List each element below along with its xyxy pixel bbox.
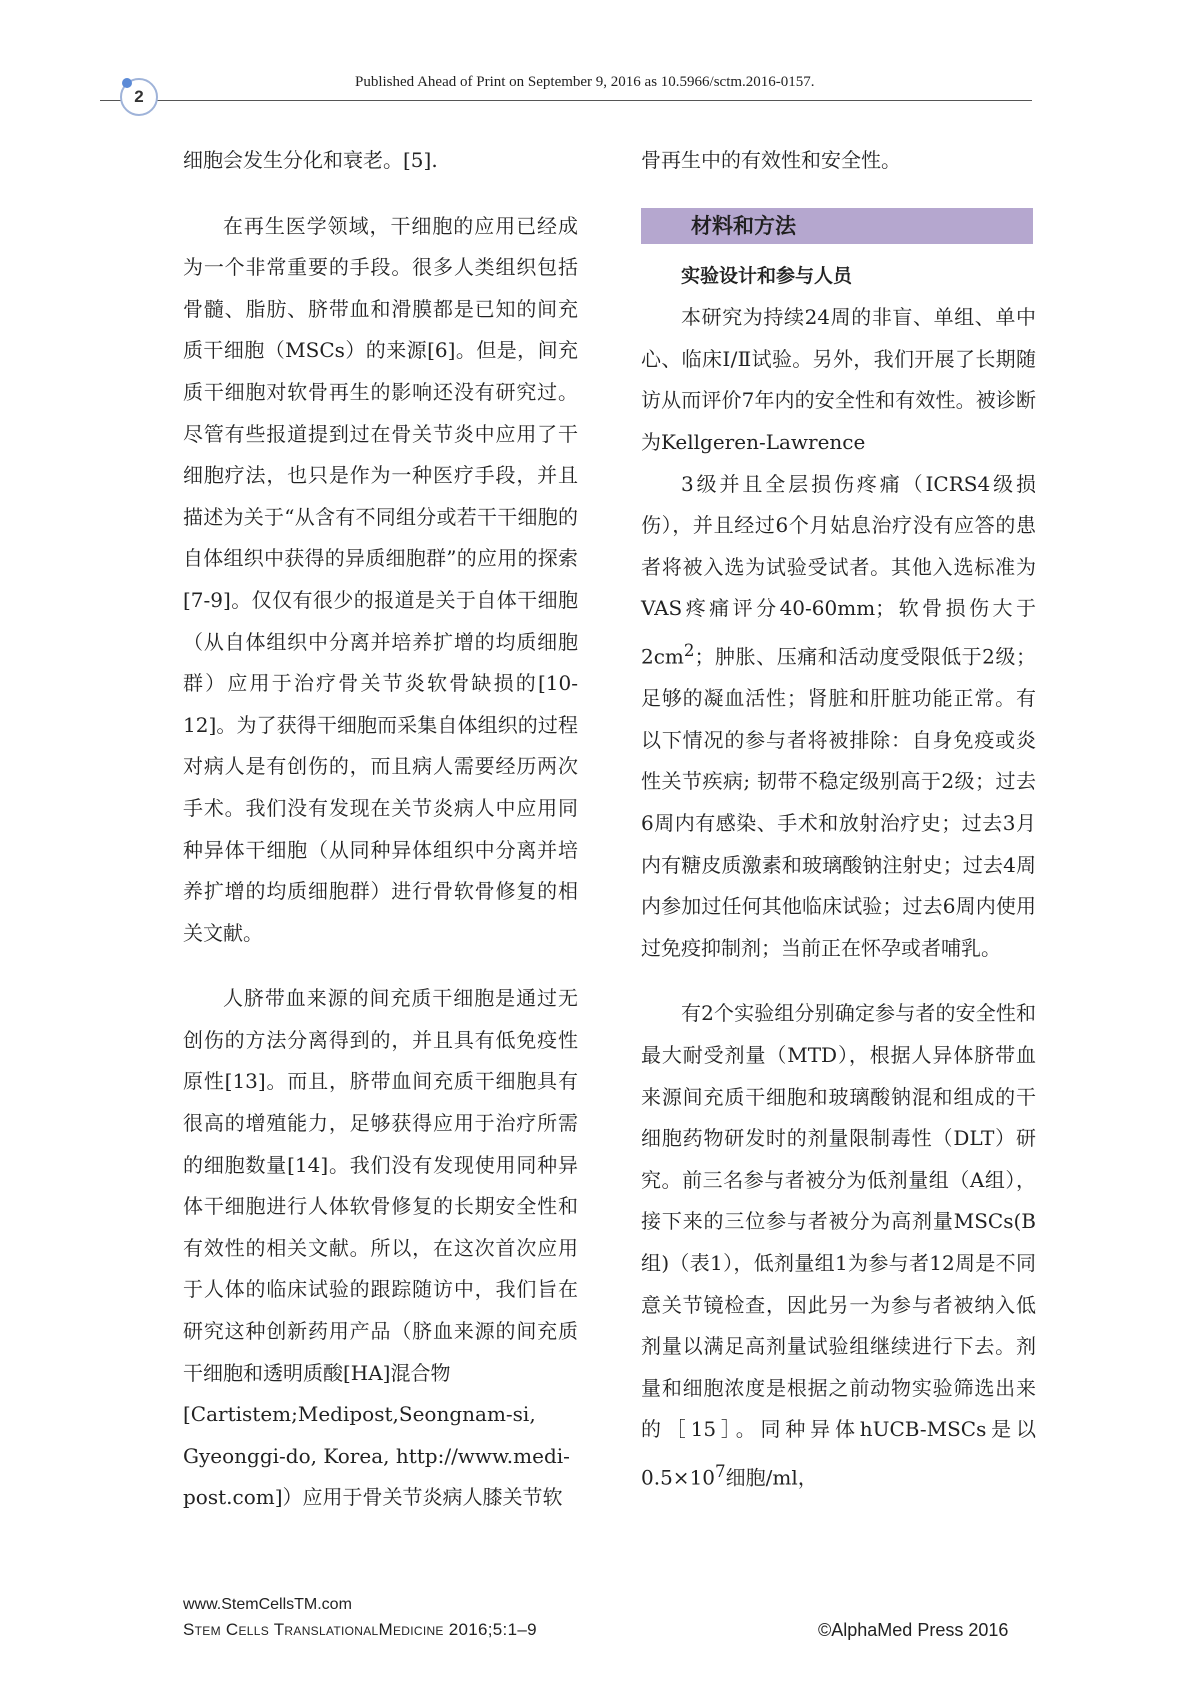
paragraph: 骨再生中的有效性和安全性。	[641, 148, 901, 172]
paragraph-reference-line: post.com]）应用于骨关节炎病人膝关节软	[183, 1485, 563, 1510]
paragraph	[641, 993, 1036, 1499]
superscript: 2	[683, 640, 695, 660]
paragraph-text: ；肿胀、压痛和活动度受限低于2级；足够的凝血活性；肾脏和肝脏功能正常。有以下情况的参与者将被排除：自身免疫或炎性关节疾病; 韧带不稳定级别高于2级；过去6周内有感染、手术和放射治疗史；过去3月内有糖皮质激素和玻璃酸钠注射史；过去4周内参加过任何其他临床试验；过去6周内使用过免疫抑制剂；当前正在怀孕或者哺乳。	[641, 644, 1036, 960]
section-heading: 材料和方法	[641, 208, 1033, 244]
paragraph: 在再生医学领域，干细胞的应用已经成为一个非常重要的手段。很多人类组织包括骨髓、脂肪、脐带血和滑膜都是已知的间充质干细胞（MSCs）的来源[6]。但是，间充质干细胞对软骨再生的影响还没有研究过。尽管有些报道提到过在骨关节炎中应用了干细胞疗法，也只是作为一种医疗手段，并且描述为关于“从含有不同组分或若干干细胞的自体组织中获得的异质细胞群”的应用的探索[7-9]。仅仅有很少的报道是关于自体干细胞（从自体组织中分离并培养扩增的均质细胞群）应用于治疗骨关节炎软骨缺损的[10-12]。为了获得干细胞而采集自体组织的过程对病人是有创伤的，而且病人需要经历两次手术。我们没有发现在关节炎病人中应用同种异体干细胞（从同种异体组织中分离并培养扩增的均质细胞群）进行骨软骨修复的相关文献。	[183, 213, 578, 945]
paragraph-text: 3级并且全层损伤疼痛（ICRS4级损伤），并且经过6个月姑息治疗没有应答的患者将被入选为试验受试者。其他入选标准为VAS疼痛评分40-60mm；软骨损伤大于2cm	[641, 471, 1036, 669]
running-head: Published Ahead of Print on September 9, 2016 as 10.5966/sctm.2016-0157.	[355, 74, 815, 90]
paragraph-text: 有2个实验组分别确定参与者的安全性和最大耐受剂量（MTD），根据人异体脐带血来源间充质干细胞和玻璃酸钠混和组成的干细胞药物研发时的剂量限制毒性（DLT）研究。前三名参与者被分为低剂量组（A组），接下来的三位参与者被分为高剂量MSCs(B组)（表1），低剂量组1为参与者12周是不同意关节镜检查，因此另一为参与者被纳入低剂量以满足高剂量试验组继续进行下去。剂量和细胞浓度是根据之前动物实验筛选出来的［15］。同种异体hUCB-MSCs是以0.5×10	[641, 1001, 1036, 1490]
page-number-badge: 2	[120, 78, 158, 116]
paragraph: 本研究为持续24周的非盲、单组、单中心、临床Ⅰ/Ⅱ试验。另外，我们开展了长期随访从而评价7年内的安全性和有效性。被诊断为Kellgeren-Lawrence	[641, 305, 1036, 454]
paragraph	[641, 464, 1036, 970]
paragraph-reference-line: Gyeonggi-do, Korea, http://www.medi-	[183, 1443, 570, 1468]
paragraph-reference-line: [Cartistem;Medipost,Seongnam-si,	[183, 1402, 536, 1427]
paragraph: 细胞会发生分化和衰老。[5].	[183, 148, 438, 172]
subsection-heading: 实验设计和参与人员	[681, 264, 853, 287]
page-badge-dot	[122, 78, 132, 88]
header-rule	[100, 100, 1032, 101]
footer-website: www.StemCellsTM.com	[183, 1596, 352, 1613]
right-column	[641, 140, 1036, 1499]
paragraph-text: 人脐带血来源的间充质干细胞是通过无创伤的方法分离得到的，并且具有低免疫性原性[13]。而且，脐带血间充质干细胞具有很高的增殖能力，足够获得应用于治疗所需的细胞数量[14]。我们没有发现使用同种异体干细胞进行人体软骨修复的长期安全性和有效性的相关文献。所以，在这次首次应用于人体的临床试验的跟踪随访中，我们旨在研究这种创新药用产品（脐血来源的间充质干细胞和透明质酸[HA]混合物	[183, 986, 578, 1385]
superscript: 7	[715, 1461, 726, 1481]
footer-copyright: ©AlphaMed Press 2016	[818, 1620, 1009, 1640]
left-column	[183, 140, 578, 1519]
paragraph-text: 细胞/ml，	[725, 1465, 818, 1490]
footer-journal: Stem Cells TranslationalMedicine 2016;5:1–9	[183, 1620, 537, 1639]
paragraph	[183, 978, 578, 1394]
